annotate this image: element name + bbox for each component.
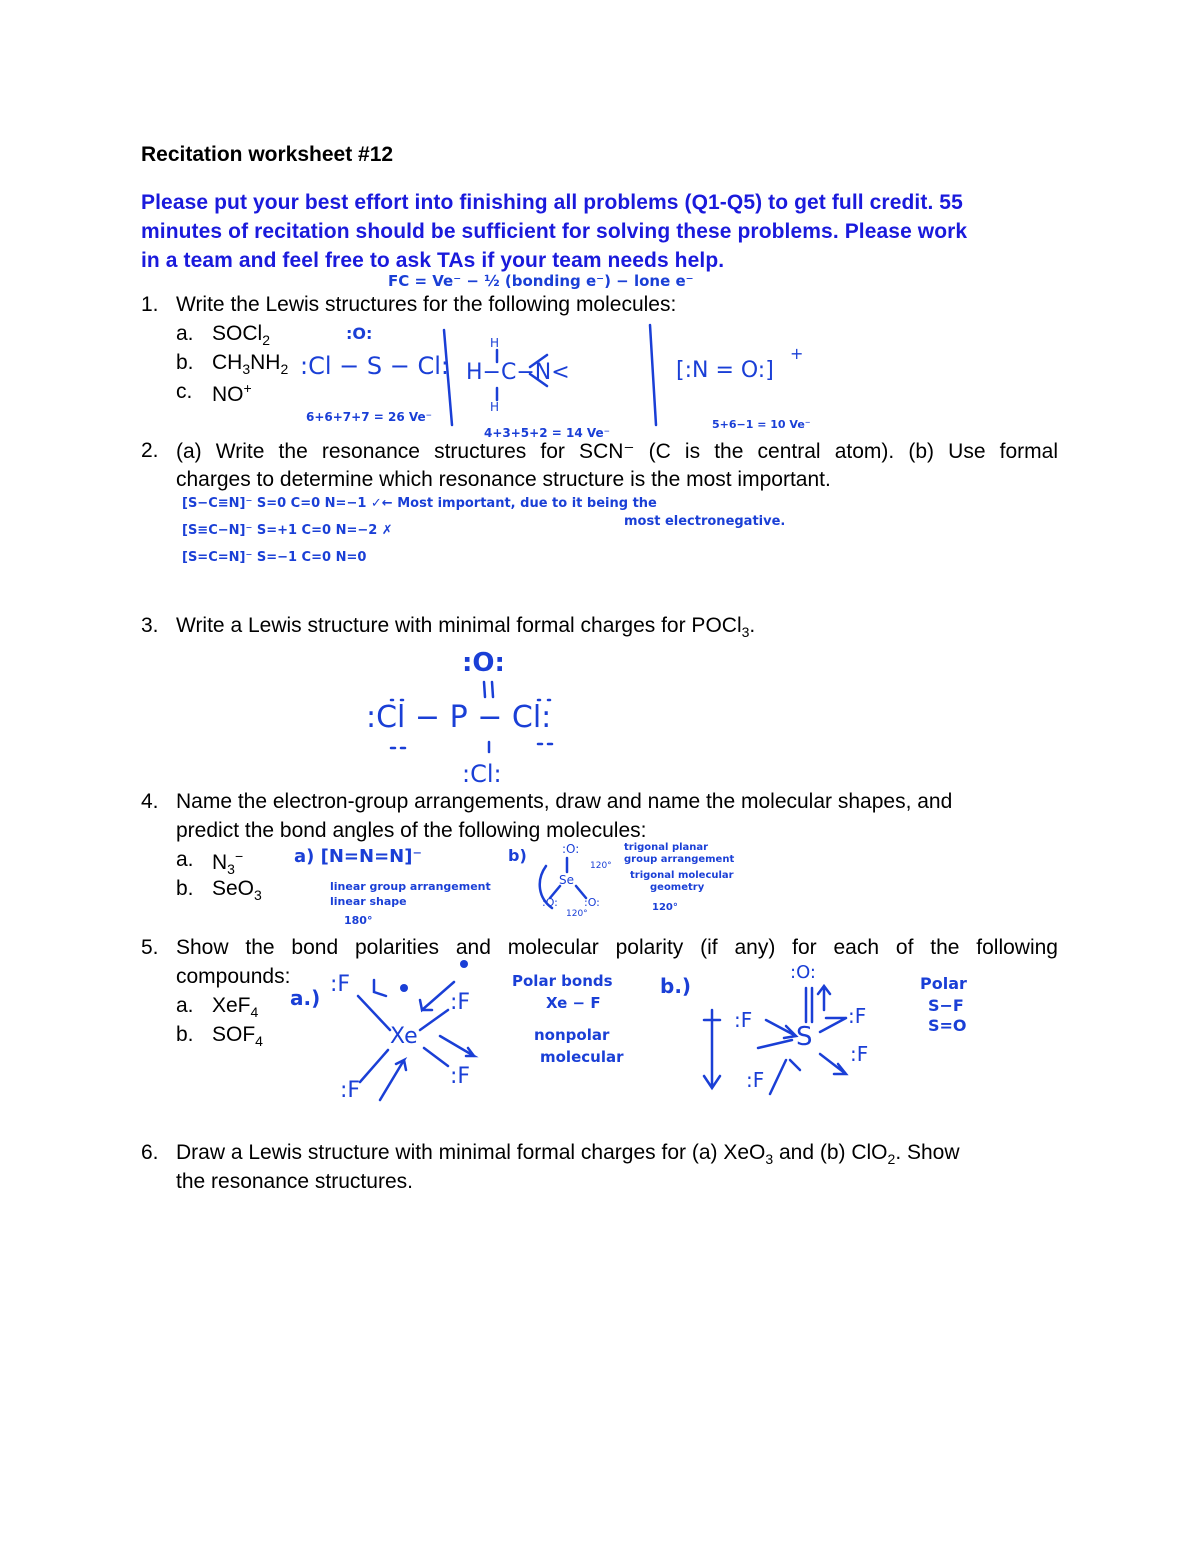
hw-xef4-f-bottom-right: :F: [450, 1064, 471, 1089]
q6-number: 6.: [141, 1141, 159, 1164]
hw-socl2-structure: :Cl − S − Cl:: [300, 352, 449, 380]
hw-sof4-f-left: :F: [734, 1008, 753, 1032]
svg-text:120°: 120°: [590, 861, 612, 871]
hw-ch3nh2-structure: H−C−N<: [466, 360, 570, 385]
q5b-label: b.: [176, 1023, 194, 1046]
hw-no-electron-count: 5+6−1 = 10 Ve⁻: [712, 418, 811, 431]
svg-text::O:: :O:: [542, 896, 558, 909]
hw-ch3nh2-h-bottom: H: [490, 400, 500, 414]
handwritten-formal-charge-formula: FC = Ve⁻ − ½ (bonding e⁻) − lone e⁻: [388, 272, 694, 290]
hw-ch3nh2-electron-count: 4+3+5+2 = 14 Ve⁻: [484, 426, 610, 440]
q4-line-1: Name the electron-group arrangements, draw and name the molecular shapes, and: [176, 790, 953, 813]
q4a-label: a.: [176, 848, 194, 871]
svg-text:Se: Se: [559, 873, 574, 887]
hw-xef4-xe: Xe: [390, 1024, 418, 1049]
hw-scn-resonance-1: [S−C≡N]⁻ S=0 C=0 N=−1 ✓← Most important, due to it being the: [182, 496, 657, 511]
q2-line-2: charges to determine which resonance structure is the most important.: [176, 468, 831, 491]
q1b-label: b.: [176, 351, 194, 374]
svg-text::O:: :O:: [562, 842, 580, 856]
hw-sof4-oxygen: :O:: [790, 962, 816, 983]
hw-sof4-s-o: S=O: [928, 1016, 967, 1035]
q2-line-1: (a) Write the resonance structures for SCN⁻ (C is the central atom). (b) Use formal: [176, 440, 1058, 463]
svg-text:120°: 120°: [566, 909, 588, 919]
q5a-label: a.: [176, 994, 194, 1017]
hw-xef4-f-bottom-left: :F: [340, 1078, 361, 1103]
hw-sof4-f-bottom: :F: [746, 1068, 765, 1092]
q1b-formula: $CH_3NH_2$: [212, 351, 289, 378]
q5a-formula: XeF$_4$: [212, 994, 259, 1021]
q1c-label: c.: [176, 380, 193, 403]
hw-socl2-oxygen: :O:: [346, 324, 373, 343]
hw-seo3-angle: 120°: [652, 902, 678, 913]
hw-ch3nh2-h-top: H: [490, 336, 500, 350]
q4b-label: b.: [176, 877, 194, 900]
q5-line-1: Show the bond polarities and molecular polarity (if any) for each of the following: [176, 936, 1058, 959]
hw-sof4-sulfur: S: [796, 1022, 813, 1052]
hw-socl2-electron-count: 6+6+7+7 = 26 Ve⁻: [306, 410, 432, 424]
notice-line-3: in a team and feel free to ask TAs if your team needs help.: [141, 249, 725, 272]
hw-xef4-label: a.): [290, 986, 321, 1010]
hw-no-structure: [:N = O:]: [676, 358, 774, 383]
hw-nonpolar: nonpolar: [534, 1026, 610, 1044]
hw-n3-note-2: linear shape: [330, 895, 407, 908]
q1-text: Write the Lewis structures for the following molecules:: [176, 293, 677, 316]
hw-scn-resonance-2: [S≡C−N]⁻ S=+1 C=0 N=−2 ✗: [182, 523, 393, 538]
hw-pocl3-middle: :Cl − P − Cl:: [366, 700, 552, 735]
notice-line-1: Please put your best effort into finishing all problems (Q1-Q5) to get full credit. 55: [141, 191, 963, 214]
hw-sof4-label: b.): [660, 974, 692, 998]
hw-xe-f: Xe − F: [546, 994, 601, 1012]
q4a-formula: $N_3^-$: [212, 848, 244, 878]
notice-line-2: minutes of recitation should be sufficient for solving these problems. Please work: [141, 220, 968, 243]
hw-seo3-note-1: trigonal planar: [624, 842, 709, 853]
hw-seo3-note-2: group arrangement: [624, 854, 735, 865]
hw-pocl3-oxygen: :O:: [462, 648, 505, 678]
q2-number: 2.: [141, 439, 159, 462]
q4-number: 4.: [141, 790, 159, 813]
hw-sof4-polar: Polar: [920, 974, 967, 993]
q3-text: Write a Lewis structure with minimal formal charges for POCl$_3$.: [176, 614, 756, 641]
q5-number: 5.: [141, 936, 159, 959]
hw-sof4-f-right: :F: [848, 1004, 867, 1028]
hw-polar-bonds: Polar bonds: [512, 972, 613, 990]
q5-line-2: compounds:: [176, 965, 291, 988]
q1a-label: a.: [176, 322, 194, 345]
hw-pocl3-bottom-chlorine: :Cl:: [462, 760, 502, 788]
hw-no-charge: +: [790, 344, 804, 363]
hw-molecular: molecular: [540, 1048, 624, 1066]
svg-text::O:: :O:: [584, 896, 600, 909]
hw-scn-resonance-3: [S=C=N]⁻ S=−1 C=0 N=0: [182, 550, 367, 565]
hw-scn-resonance-1-note: most electronegative.: [624, 514, 786, 529]
q5b-formula: $SOF_4$: [212, 1023, 263, 1050]
q1c-formula: NO+: [212, 380, 252, 406]
hw-xef4-f-top-right: :F: [450, 990, 471, 1015]
q3-number: 3.: [141, 614, 159, 637]
hw-sof4-f-lower-right: :F: [850, 1042, 869, 1066]
q6-line-2: the resonance structures.: [176, 1170, 413, 1193]
hw-seo3-note-4: geometry: [650, 882, 705, 893]
q4b-formula: SeO$_3$: [212, 877, 262, 904]
hw-n3-angle: 180°: [344, 914, 373, 927]
hw-n3-note-1: linear group arrangement: [330, 880, 491, 893]
hw-xef4-f-top-left: :F: [330, 972, 351, 997]
q4-line-2: predict the bond angles of the following molecules:: [176, 819, 647, 842]
q6-line-1: Draw a Lewis structure with minimal formal charges for (a) XeO$_3$ and (b) ClO$_2$. Show: [176, 1141, 960, 1168]
q1-number: 1.: [141, 293, 159, 316]
hw-seo3-label: b): [508, 846, 527, 865]
hw-seo3-note-3: trigonal molecular: [630, 870, 734, 881]
q1a-formula: SOCl$_2$: [212, 322, 270, 349]
hw-n3-structure: a) [N=N=N]⁻: [294, 846, 422, 867]
hw-sof4-s-f: S−F: [928, 996, 964, 1015]
worksheet-title: Recitation worksheet #12: [141, 143, 394, 166]
